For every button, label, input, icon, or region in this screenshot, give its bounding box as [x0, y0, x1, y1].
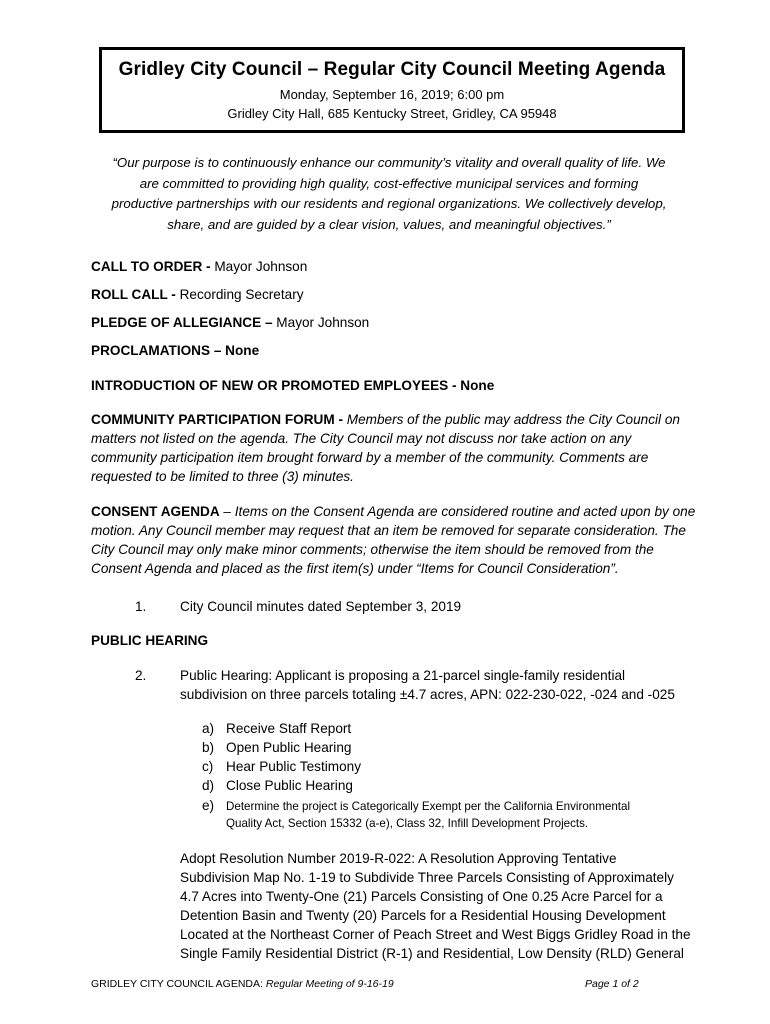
list-text: Hear Public Testimony [226, 759, 361, 774]
page-number: Page 1 of 2 [585, 978, 639, 990]
list-letter: a) [202, 721, 215, 736]
resolution-line: Single Family Residential District (R-1) and Residential, Low Density (RLD) General [180, 946, 684, 961]
introduction-employees: INTRODUCTION OF NEW OR PROMOTED EMPLOYEES - None [91, 378, 495, 393]
consent-text-line: motion. Any Council member may request that an item be removed for separate consideration. The [91, 523, 686, 538]
forum-text-line: Members of the public may address the City Council on [346, 412, 680, 427]
forum-text-line: requested to be limited to three (3) minutes. [91, 469, 354, 484]
list-text: Determine the project is Categorically Exempt per the California Environmental [226, 800, 631, 813]
call-to-order-value: Mayor Johnson [210, 259, 308, 274]
consent-agenda [91, 502, 701, 578]
agenda-title: Gridley City Council – Regular City Council Meeting Agenda [118, 59, 666, 80]
pledge-of-allegiance [91, 313, 701, 332]
roll-call-label: ROLL CALL - [91, 287, 176, 302]
resolution-line: 4.7 Acres into Twenty-One (21) Parcels Consisting of One 0.25 Acre Parcel for a [180, 889, 663, 904]
resolution-text [180, 849, 700, 963]
community-participation-forum [91, 410, 701, 486]
list-letter: e) [202, 798, 215, 813]
forum-text-line: community participation item brought forward by a member of the community. Comments are [91, 450, 649, 465]
purpose-line: productive partnerships with our residents and regional organizations. We collectively develop, [111, 196, 667, 211]
purpose-statement [100, 153, 678, 235]
list-item [202, 719, 702, 738]
item-1-text: City Council minutes dated September 3, 2019 [180, 599, 462, 614]
consent-label: CONSENT AGENDA [91, 504, 220, 519]
roll-call-value: Recording Secretary [175, 287, 304, 302]
resolution-line: Subdivision Map No. 1-19 to Subdivide Three Parcels Consisting of Approximately [180, 870, 674, 885]
list-text: Receive Staff Report [226, 721, 352, 736]
purpose-line: are committed to providing high quality, cost-effective municipal services and forming [139, 175, 639, 191]
resolution-line: Adopt Resolution Number 2019-R-022: A Resolution Approving Tentative [180, 851, 617, 866]
footer-meeting: Regular Meeting of 9-16-19 [265, 978, 394, 990]
consent-text-line: – Items on the Consent Agenda are considered routine and acted upon by one [219, 504, 696, 519]
list-letter: c) [202, 759, 214, 774]
footer-agenda-label [91, 978, 394, 990]
item-number: 1. [135, 599, 147, 614]
resolution-line: Detention Basin and Twenty (20) Parcels for a Residential Housing Development [180, 908, 666, 923]
pledge-label: PLEDGE OF ALLEGIANCE – [91, 315, 273, 330]
list-item [202, 738, 702, 757]
list-letter: d) [202, 778, 215, 793]
call-to-order [91, 257, 701, 276]
roll-call [91, 285, 701, 304]
list-text: Quality Act, Section 15332 (a-e), Class 32, Infill Development Projects. [226, 817, 589, 830]
list-text: Open Public Hearing [226, 740, 352, 755]
call-to-order-label: CALL TO ORDER - [91, 259, 211, 274]
hearing-steps-list [202, 719, 702, 795]
item-number: 2. [135, 668, 147, 683]
pledge-value: Mayor Johnson [272, 315, 370, 330]
agenda-header-box [99, 47, 685, 133]
consent-text-line: Consent Agenda and placed as the first item(s) under “Items for Council Consideration”. [91, 561, 619, 576]
forum-text-line: matters not listed on the agenda. The City Council may not discuss nor take action on any [91, 431, 632, 446]
list-item [202, 757, 702, 776]
public-hearing-heading: PUBLIC HEARING [91, 633, 209, 648]
list-text: Close Public Hearing [226, 778, 353, 793]
item-2-line: subdivision on three parcels totaling ±4.7 acres, APN: 022-230-022, -024 and -025 [180, 687, 675, 702]
purpose-line: share, and are guided by a clear vision, values, and meaningful objectives.” [167, 216, 611, 232]
proclamations: PROCLAMATIONS – None [91, 343, 260, 358]
item-2-line: Public Hearing: Applicant is proposing a 21-parcel single-family residential [180, 668, 626, 683]
meeting-location: Gridley City Hall, 685 Kentucky Street, Gridley, CA 95948 [227, 106, 557, 121]
list-item [202, 776, 702, 795]
list-item-e [202, 797, 702, 832]
footer-label: GRIDLEY CITY COUNCIL AGENDA: [91, 978, 266, 990]
consent-text-line: City Council may only make minor comments; otherwise the item should be removed from the [91, 542, 654, 557]
meeting-date: Monday, September 16, 2019; 6:00 pm [279, 87, 505, 102]
forum-label: COMMUNITY PARTICIPATION FORUM - [91, 412, 347, 427]
resolution-line: Located at the Northeast Corner of Peach Street and West Biggs Gridley Road in the [180, 927, 691, 942]
purpose-line: “Our purpose is to continuously enhance our community’s vitality and overall quality of life. We [112, 155, 666, 170]
list-letter: b) [202, 740, 215, 755]
item-2-text [180, 666, 700, 704]
